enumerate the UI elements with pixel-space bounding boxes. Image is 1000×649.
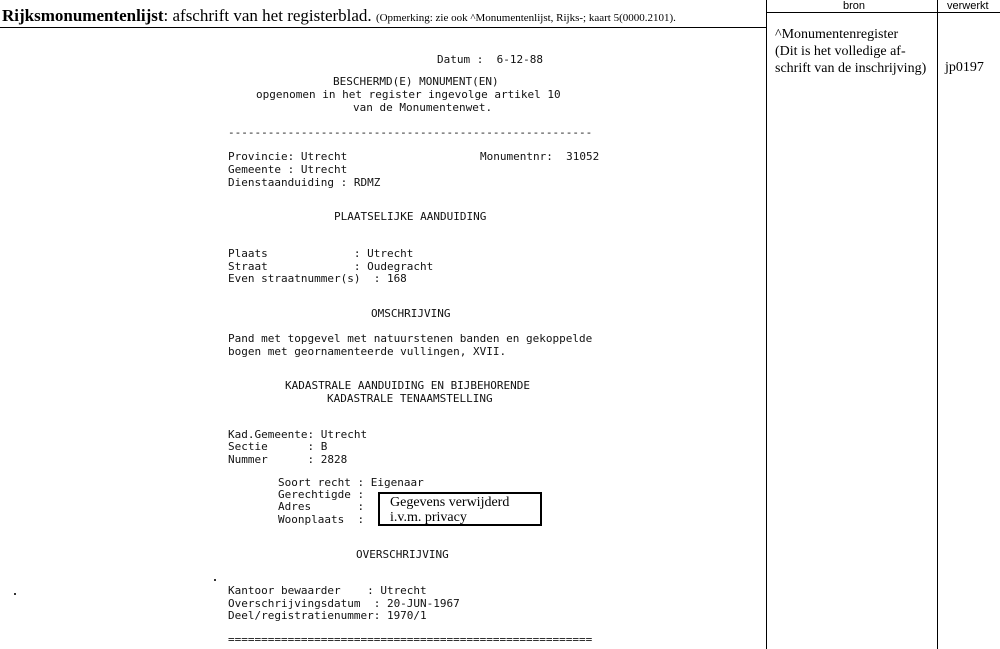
kad-gemeente: Kad.Gemeente: Utrecht bbox=[228, 428, 368, 441]
title-note: (Opmerking: zie ook ^Monumentenlijst, Rijks-; kaart 5(0000.2101). bbox=[375, 12, 676, 24]
gerechtigde: Gerechtigde : bbox=[278, 488, 365, 501]
section-omschrijving: OMSCHRIJVING bbox=[371, 307, 451, 320]
heading-3: van de Monumentenwet. bbox=[353, 101, 493, 114]
speck bbox=[214, 579, 216, 581]
kantoor-bewaarder: Kantoor bewaarder : Utrecht bbox=[228, 584, 427, 597]
col-header-bron: bron bbox=[843, 0, 866, 12]
omschrijving-line-1: Pand met topgevel met natuurstenen banden en gekoppelde bbox=[228, 332, 593, 345]
verwerkt-column-divider bbox=[937, 0, 938, 649]
woonplaats: Woonplaats : bbox=[278, 513, 365, 526]
sectie: Sectie : B bbox=[228, 440, 328, 453]
omschrijving-line-2: bogen met geornamenteerde vullingen, XVII. bbox=[228, 345, 507, 358]
header-divider bbox=[766, 12, 1000, 13]
privacy-redaction-box: Gegevens verwijderd i.v.m. privacy bbox=[378, 492, 542, 526]
gemeente: Gemeente : Utrecht bbox=[228, 163, 348, 176]
heading-2: opgenomen in het register ingevolge artikel 10 bbox=[256, 88, 561, 101]
section-kadastrale-1: KADASTRALE AANDUIDING EN BIJBEHORENDE bbox=[285, 379, 531, 392]
bron-text: ^Monumentenregister (Dit is het volledige af- schrift van de inschrijving) bbox=[775, 27, 927, 76]
straat: Straat : Oudegracht bbox=[228, 260, 434, 273]
title-rest: : afschrift van het registerblad. bbox=[163, 6, 372, 25]
provincie: Provincie: Utrecht bbox=[228, 150, 348, 163]
section-plaatselijke: PLAATSELIJKE AANDUIDING bbox=[334, 210, 487, 223]
col-header-verwerkt: verwerkt bbox=[947, 0, 989, 12]
deel-registratienummer: Deel/registratienummer: 1970/1 bbox=[228, 609, 427, 622]
heading-1: BESCHERMD(E) MONUMENT(EN) bbox=[333, 75, 499, 88]
title-bold: Rijksmonumentenlijst bbox=[2, 6, 164, 25]
soort-recht: Soort recht : Eigenaar bbox=[278, 476, 424, 489]
overschrijvingsdatum: Overschrijvingsdatum : 20-JUN-1967 bbox=[228, 597, 460, 610]
section-overschrijving: OVERSCHRIJVING bbox=[356, 548, 449, 561]
adres: Adres : bbox=[278, 500, 365, 513]
datum: Datum : 6-12-88 bbox=[437, 53, 543, 66]
monumentnr: Monumentnr: 31052 bbox=[480, 150, 600, 163]
title-underline bbox=[0, 27, 767, 28]
section-kadastrale-2: KADASTRALE TENAAMSTELLING bbox=[327, 392, 493, 405]
page-title bbox=[2, 6, 676, 26]
even-straatnummer: Even straatnummer(s) : 168 bbox=[228, 272, 407, 285]
speck bbox=[14, 593, 16, 595]
verwerkt-text: jp0197 bbox=[945, 60, 984, 75]
plaats: Plaats : Utrecht bbox=[228, 247, 414, 260]
dienstaanduiding: Dienstaanduiding : RDMZ bbox=[228, 176, 381, 189]
rule-top: ------------------------------------------------------- bbox=[228, 126, 593, 139]
rule-bottom: ======================================================= bbox=[228, 633, 593, 646]
nummer: Nummer : 2828 bbox=[228, 453, 348, 466]
bron-column-divider bbox=[766, 0, 767, 649]
